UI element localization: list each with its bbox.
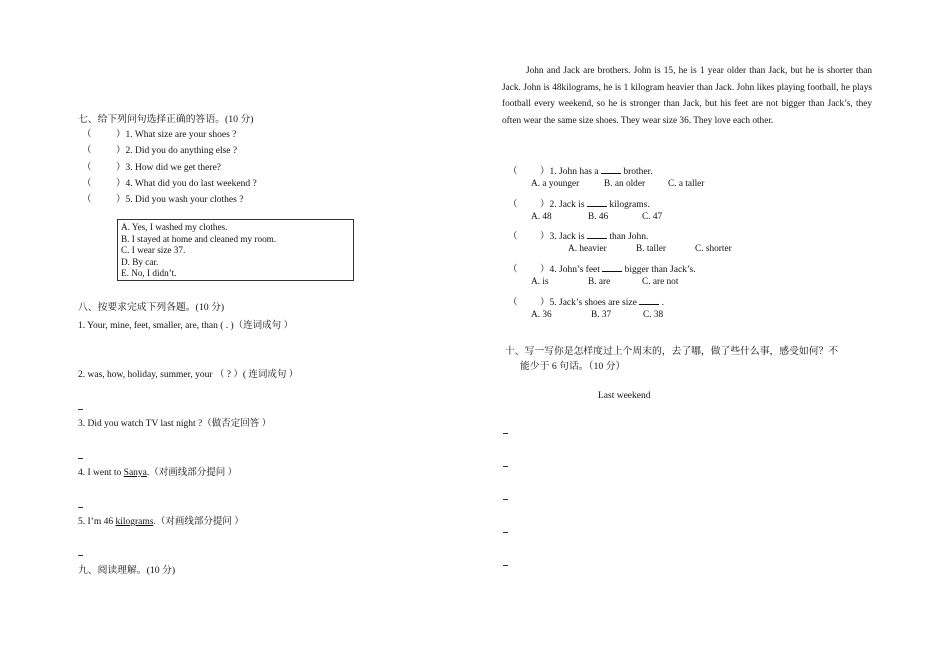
- q4-reading-text: ）4. John’s feet: [540, 265, 603, 275]
- q4-option-c: C. are not: [642, 277, 679, 287]
- question-3: ）3. How did we get there?: [116, 163, 221, 173]
- question-5: ）5. Did you wash your clothes ?: [116, 195, 244, 205]
- answer-blank: [78, 507, 83, 508]
- paren: （: [82, 195, 92, 205]
- fill-blank: [601, 165, 621, 174]
- paren: （: [508, 265, 518, 275]
- section9-heading: 九、阅读理解。(10 分): [78, 565, 176, 576]
- answer-blank: [78, 409, 83, 410]
- question-4: ）4. What did you do last weekend ?: [116, 179, 257, 189]
- answer-d: D. By car.: [121, 257, 159, 267]
- q2-option-b: B. 46: [588, 212, 609, 222]
- s9-question-2: [540, 196, 650, 210]
- question-2: ）2. Did you do anything else ?: [116, 146, 238, 156]
- q3-option-b: B. taller: [636, 244, 666, 254]
- fill-blank: [602, 263, 622, 272]
- q4-underlined: Sanya: [123, 468, 147, 478]
- q4-option-b: B. are: [588, 277, 611, 287]
- writing-title: Last weekend: [598, 391, 651, 401]
- s9-question-3: [540, 228, 648, 242]
- fill-blank: [639, 296, 659, 305]
- s8-question-2: 2. was, how, holiday, summer, your （ ? ）( 连词成句 ）: [78, 370, 299, 380]
- q4-text: 4. I went to: [78, 468, 124, 478]
- answer-a: A. Yes, I washed my clothes.: [121, 222, 228, 232]
- q3-text-end: than John.: [606, 232, 649, 242]
- q1-text-end: brother.: [620, 167, 653, 177]
- q3-option-c: C. shorter: [695, 244, 732, 254]
- q5-reading-text-end: .: [659, 298, 664, 308]
- answer-b: B. I stayed at home and cleaned my room.: [121, 234, 277, 244]
- q1-text: ）1. John has a: [540, 167, 601, 177]
- q2-option-c: C. 47: [642, 212, 663, 222]
- q2-option-a: A. 48: [531, 212, 552, 222]
- q1-option-a: A. a younger: [531, 179, 580, 189]
- writing-line: [503, 433, 508, 434]
- reading-passage: John and Jack are brothers. John is 15, he is 1 year older than Jack, but he is shorter than Jack. John is 48kilograms, he is 1 kilogram heavier than Jack. John likes playing football, he plays football every weekend, so he is stronger than Jack, but his feet are not bigger than Jack’s, they often wear the same size shoes. They wear size 36. They love each other.: [502, 66, 872, 126]
- q5-instruction: .（对画线部分提问 ）: [153, 517, 244, 527]
- answer-choices-box: [117, 219, 354, 281]
- paren: （: [508, 200, 518, 210]
- q3-option-a: A. heavier: [568, 244, 607, 254]
- q4-instruction: .（对画线部分提问 ）: [146, 468, 238, 478]
- q1-option-c: C. a taller: [668, 179, 705, 189]
- answer-blank: [78, 555, 83, 556]
- section7-heading: 七、给下列问句选择正确的答语。(10 分): [78, 114, 254, 125]
- s8-question-1: 1. Your, mine, feet, smaller, are, than ( . )（连词成句 ）: [78, 321, 294, 331]
- q5-reading-text: ）5. Jack’s shoes are size: [540, 298, 640, 308]
- section10-heading: 十、写一写你是怎样度过上个周末的，去了哪，做了些什么事，感受如何？不: [505, 346, 839, 357]
- answer-blank: [78, 458, 83, 459]
- section10-heading-line2: 能少于 6 句话。（10 分）: [520, 361, 626, 372]
- s9-question-5: [540, 294, 664, 308]
- paren: （: [508, 232, 518, 242]
- s9-question-4: [540, 261, 696, 275]
- q2-text: ）2. Jack is: [540, 200, 587, 210]
- paren: （: [508, 298, 518, 308]
- writing-line: [503, 565, 508, 566]
- paren: （: [508, 167, 518, 177]
- writing-line: [503, 532, 508, 533]
- answer-c: C. I wear size 37.: [121, 245, 186, 255]
- q5-option-b: B. 37: [591, 310, 612, 320]
- s8-question-4: [78, 464, 237, 478]
- s8-question-3: 3. Did you watch TV last night ?（做否定回答 ）: [78, 419, 272, 429]
- paren: （: [82, 146, 92, 156]
- fill-blank: [587, 198, 607, 207]
- q2-text-end: kilograms.: [606, 200, 650, 210]
- q4-option-a: A. is: [531, 277, 549, 287]
- section8-heading: 八、按要求完成下列各题。(10 分): [78, 302, 225, 313]
- question-1: ）1. What size are your shoes ?: [116, 130, 237, 140]
- answer-e: E. No, I didn’t.: [121, 268, 177, 278]
- fill-blank: [587, 230, 607, 239]
- writing-line: [503, 466, 508, 467]
- s8-question-5: [78, 513, 244, 527]
- q1-option-b: B. an older: [604, 179, 646, 189]
- q5-option-c: C. 38: [643, 310, 664, 320]
- q5-option-a: A. 36: [531, 310, 552, 320]
- writing-line: [503, 499, 508, 500]
- paren: （: [82, 179, 92, 189]
- s9-question-1: [540, 163, 653, 177]
- q4-reading-text-end: bigger than Jack’s.: [622, 265, 696, 275]
- q5-text: 5. I’m 46: [78, 517, 116, 527]
- paren: （: [82, 130, 92, 140]
- paren: （: [82, 163, 92, 173]
- q3-text: ）3. Jack is: [540, 232, 587, 242]
- q5-underlined: kilograms: [115, 517, 154, 527]
